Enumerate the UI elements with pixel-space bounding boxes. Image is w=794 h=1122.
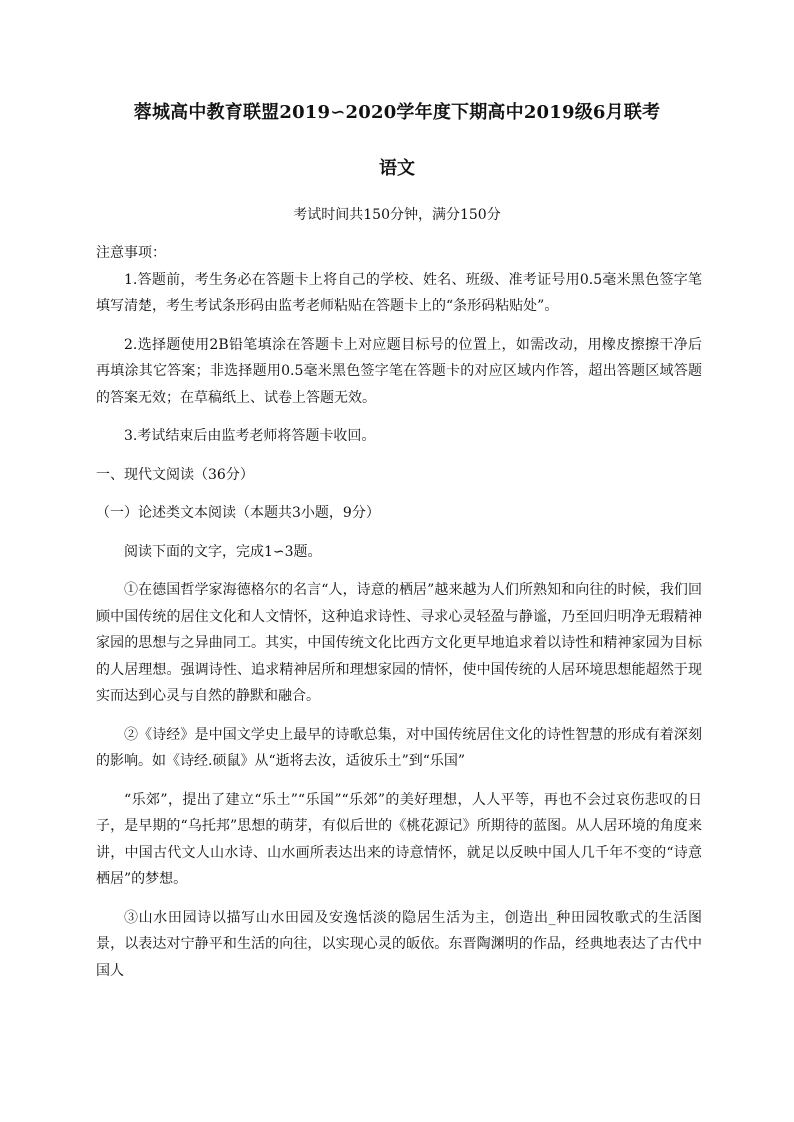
exam-time-score: 考试时间共150分钟，满分150分 (293, 207, 501, 223)
reading-paragraph-3: “乐郊”，提出了建立“乐土”“乐国”“乐郊”的美好理想，人人平等，再也不会过哀伤悲叹的日子，是早期的“乌托邦”思想的萌芽，有似后世的《桃花源记》所期待的蓝图。从人居环境的角度来讲，中国古代文人山水诗、山水画所表达出来的诗意情怀，就足以反映中国人几千年不变的“诗意栖居”的梦想。 (96, 791, 702, 887)
subsection-heading: （一）论述类文本阅读（本题共3小题，9分） (96, 505, 380, 521)
reading-paragraph-4: ③山水田园诗以描写山水田园及安逸恬淡的隐居生活为主，创造出_种田园牧歌式的生活图景，以表达对宁静平和生活的向往，以实现心灵的皈依。东晋陶渊明的作品，经典地表达了古代中国人 (96, 909, 702, 979)
notice-item-3: 3.考试结束后由监考老师将答题卡收回。 (124, 428, 376, 444)
exam-title: 蓉城高中教育联盟2019∽2020学年度下期高中2019级6月联考 (133, 102, 661, 123)
reading-paragraph-1: ①在德国哲学家海德格尔的名言“人，诗意的栖居”越来越为人们所熟知和向往的时候，我们回顾中国传统的居住文化和人文情怀，这种追求诗性、寻求心灵轻盈与静谧，乃至回归明净无瑕精神家园的思想与之异曲同工。其实，中国传统文化比西方文化更早地追求着以诗性和精神家园为目标的人居理想。强调诗性、追求精神居所和理想家园的情怀，使中国传统的人居环境思想能超然于现实而达到心灵与自然的静默和融合。 (96, 582, 702, 704)
exam-body (96, 240, 702, 984)
notice-heading: 注意事项： (96, 245, 166, 261)
section-heading: 一、现代文阅读（36分） (96, 466, 254, 483)
notice-item-2: 2.选择题使用2B铅笔填涂在答题卡上对应题目标号的位置上，如需改动，用橡皮擦擦干净后再填涂其它答案；非选择题用0.5毫米黑色签字笔在答题卡的对应区域内作答，超出答题区域答题的答案无效；在草稿纸上、试卷上答题无效。 (96, 336, 702, 406)
notice-item-1: 1.答题前，考生务必在答题卡上将自己的学校、姓名、班级、准考证号用0.5毫米黑色签字笔填写清楚，考生考试条形码由监考老师粘贴在答题卡上的“条形码粘贴处”。 (96, 271, 702, 314)
subject-title: 语文 (379, 158, 415, 179)
reading-paragraph-2: ②《诗经》是中国文学史上最早的诗歌总集，对中国传统居住文化的诗性智慧的形成有着深刻的影响。如《诗经.硕鼠》从“逝将去汝，适彼乐土”到“乐国” (96, 726, 702, 769)
reading-instruction: 阅读下面的文字，完成1∽3题。 (124, 543, 322, 560)
